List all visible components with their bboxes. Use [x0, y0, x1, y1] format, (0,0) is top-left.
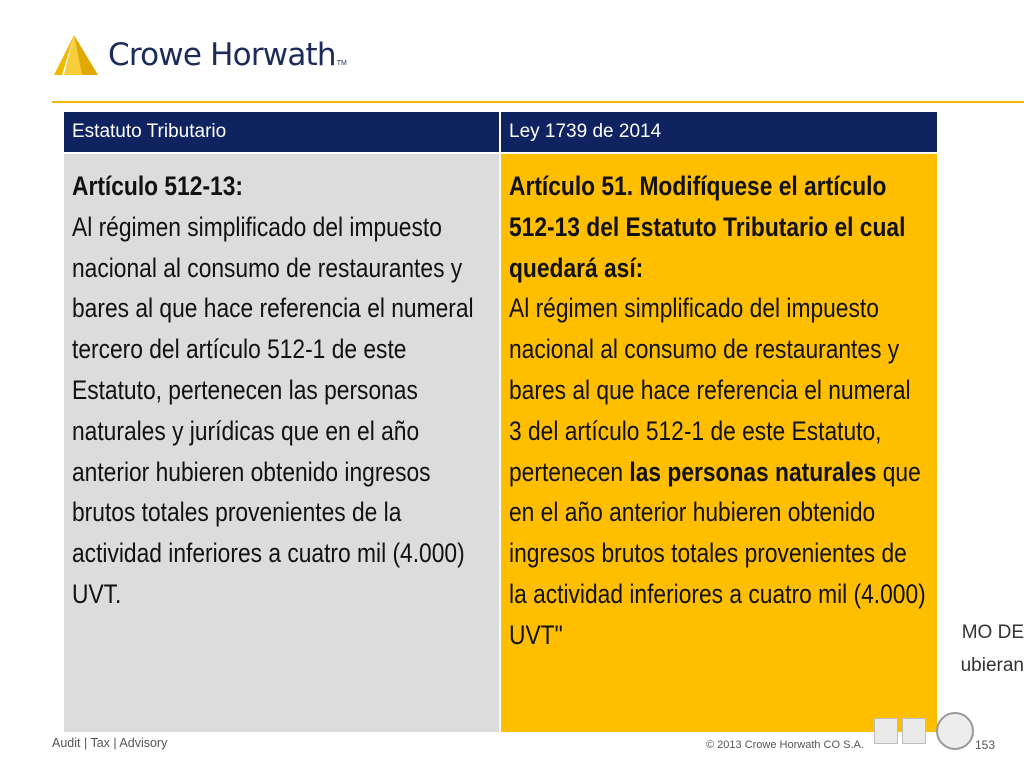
seal-icon — [936, 712, 974, 750]
left-cell — [63, 153, 500, 733]
left-cell-body: Al régimen simplificado del impuesto nacional al consumo de restaurantes y bares al que hace referencia el numeral tercero del artículo 512-1 de este Estatuto, pertenecen las personas naturales y jurídicas que en el año anterior hubieren obtenido ingresos brutos totales provenientes de la actividad inferiores a cuatro mil (4.000) UVT. — [72, 211, 474, 609]
right-cell-heading: Artículo 51. Modifíquese el artículo 512-13 del Estatuto Tributario el cual quedará así: — [509, 171, 906, 283]
table-row — [63, 153, 938, 733]
right-cell-body-before: Al régimen simplificado del impuesto nacional al consumo de restaurantes y bares al que hace referencia el numeral 3 del artículo 512-1 de este Estatuto, pertenecen — [509, 293, 911, 487]
column-header-estatuto: Estatuto Tributario — [63, 111, 500, 153]
background-text-fragment-2: ubieran — [960, 655, 1024, 676]
certification-badges — [874, 712, 974, 750]
table-header-row — [63, 111, 938, 153]
crowe-logo-mark-icon — [52, 33, 100, 77]
right-cell-body-after: que en el año anterior hubieren obtenido ingresos brutos totales provenientes de la actividad inferiores a cuatro mil (4.000) UVT" — [509, 456, 926, 650]
company-logo — [52, 33, 347, 77]
header-rule — [52, 101, 1024, 103]
background-text-fragment-1: MO DE — [961, 622, 1024, 643]
footer-copyright: © 2013 Crowe Horwath CO S.A. — [706, 739, 864, 751]
column-header-ley: Ley 1739 de 2014 — [500, 111, 938, 153]
certification-badge-icon — [902, 718, 926, 744]
iso-badge-icon — [874, 718, 898, 744]
right-cell-body-bold: las personas naturales — [629, 456, 877, 487]
left-cell-heading: Artículo 512-13: — [72, 171, 243, 201]
logo-text: Crowe Horwath — [108, 36, 336, 73]
footer-services: Audit | Tax | Advisory — [52, 736, 168, 750]
logo-trademark: TM — [336, 60, 347, 67]
page-number: 153 — [975, 738, 996, 752]
right-cell — [500, 153, 938, 733]
comparison-table — [62, 110, 939, 734]
